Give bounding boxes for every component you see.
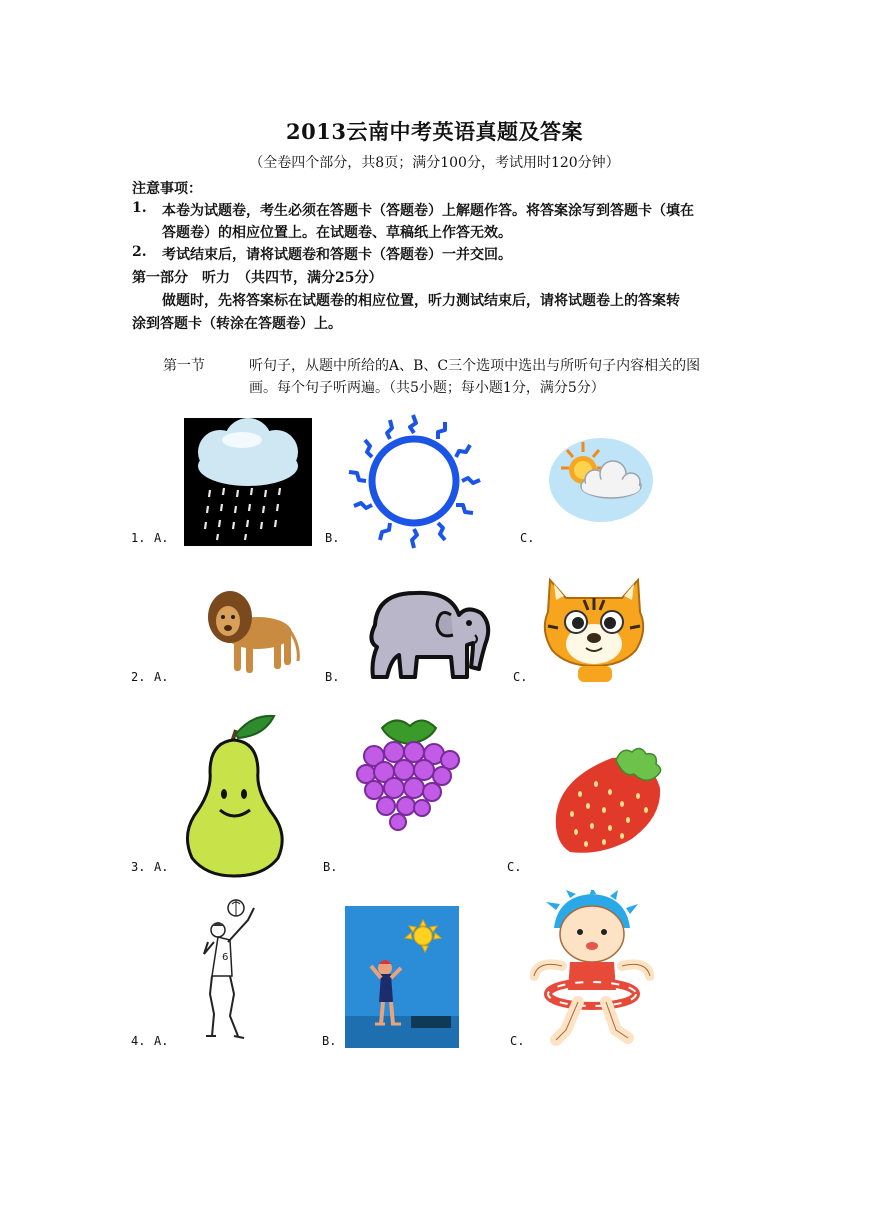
question-2-option-b: B. xyxy=(325,670,340,684)
question-2-number: 2. xyxy=(131,670,146,684)
question-4-option-c: C. xyxy=(510,1034,525,1048)
child-with-swim-ring-icon xyxy=(530,890,654,1050)
page-subtitle: （全卷四个部分，共8页；满分100分，考试用时120分钟） xyxy=(249,155,620,171)
strawberry-icon xyxy=(550,744,666,856)
question-1-number: 1. xyxy=(131,531,146,545)
pear-icon xyxy=(180,712,290,878)
notice-1-number: 1. xyxy=(132,200,147,216)
sun-icon xyxy=(346,413,482,549)
volleyball-player-icon xyxy=(186,890,272,1046)
question-4-option-b: B. xyxy=(322,1034,337,1048)
svg-text:6: 6 xyxy=(222,952,229,963)
question-3-option-c: C. xyxy=(507,860,522,874)
rain-cloud-icon xyxy=(184,418,312,546)
notice-2-number: 2. xyxy=(132,244,147,260)
part1-heading: 第一部分 听力 （共四节，满分25分） xyxy=(132,270,383,286)
question-2-option-c: C. xyxy=(513,670,528,684)
section1-line2: 画。每个句子听两遍。（共5小题；每小题1分，满分5分） xyxy=(249,380,605,396)
tiger-icon xyxy=(536,570,652,684)
part1-instruction-line1: 做题时，先将答案标在试题卷的相应位置，听力测试结束后，请将试题卷上的答案转 xyxy=(162,293,680,309)
page-title: 2013云南中考英语真题及答案 xyxy=(286,119,583,144)
grapes-icon xyxy=(352,716,462,832)
notice-heading: 注意事项： xyxy=(132,181,202,197)
question-3-option-a: A. xyxy=(154,860,169,874)
question-1-option-b: B. xyxy=(325,531,340,545)
section1-line1: 听句子，从题中所给的A、B、C三个选项中选出与所听句子内容相关的图 xyxy=(249,358,701,374)
swimmer-icon xyxy=(345,906,459,1048)
notice-1-line1: 本卷为试题卷，考生必须在答题卡（答题卷）上解题作答。将答案涂写到答题卡（填在 xyxy=(162,203,694,219)
question-3-number: 3. xyxy=(131,860,146,874)
elephant-icon xyxy=(355,585,495,685)
notice-2-line1: 考试结束后，请将试题卷和答题卡（答题卷）一并交回。 xyxy=(162,247,512,263)
question-2-option-a: A. xyxy=(154,670,169,684)
notice-1-line2: 答题卷）的相应位置上。在试题卷、草稿纸上作答无效。 xyxy=(162,225,512,241)
question-1-option-c: C. xyxy=(520,531,535,545)
question-1-option-a: A. xyxy=(154,531,169,545)
question-4-option-a: A. xyxy=(154,1034,169,1048)
question-4-number: 4. xyxy=(131,1034,146,1048)
question-3-option-b: B. xyxy=(323,860,338,874)
sun-behind-cloud-icon xyxy=(543,418,663,546)
lion-icon xyxy=(200,577,304,681)
part1-instruction-line2: 涂到答题卡（转涂在答题卷）上。 xyxy=(132,316,342,332)
section1-label: 第一节 xyxy=(163,358,205,374)
